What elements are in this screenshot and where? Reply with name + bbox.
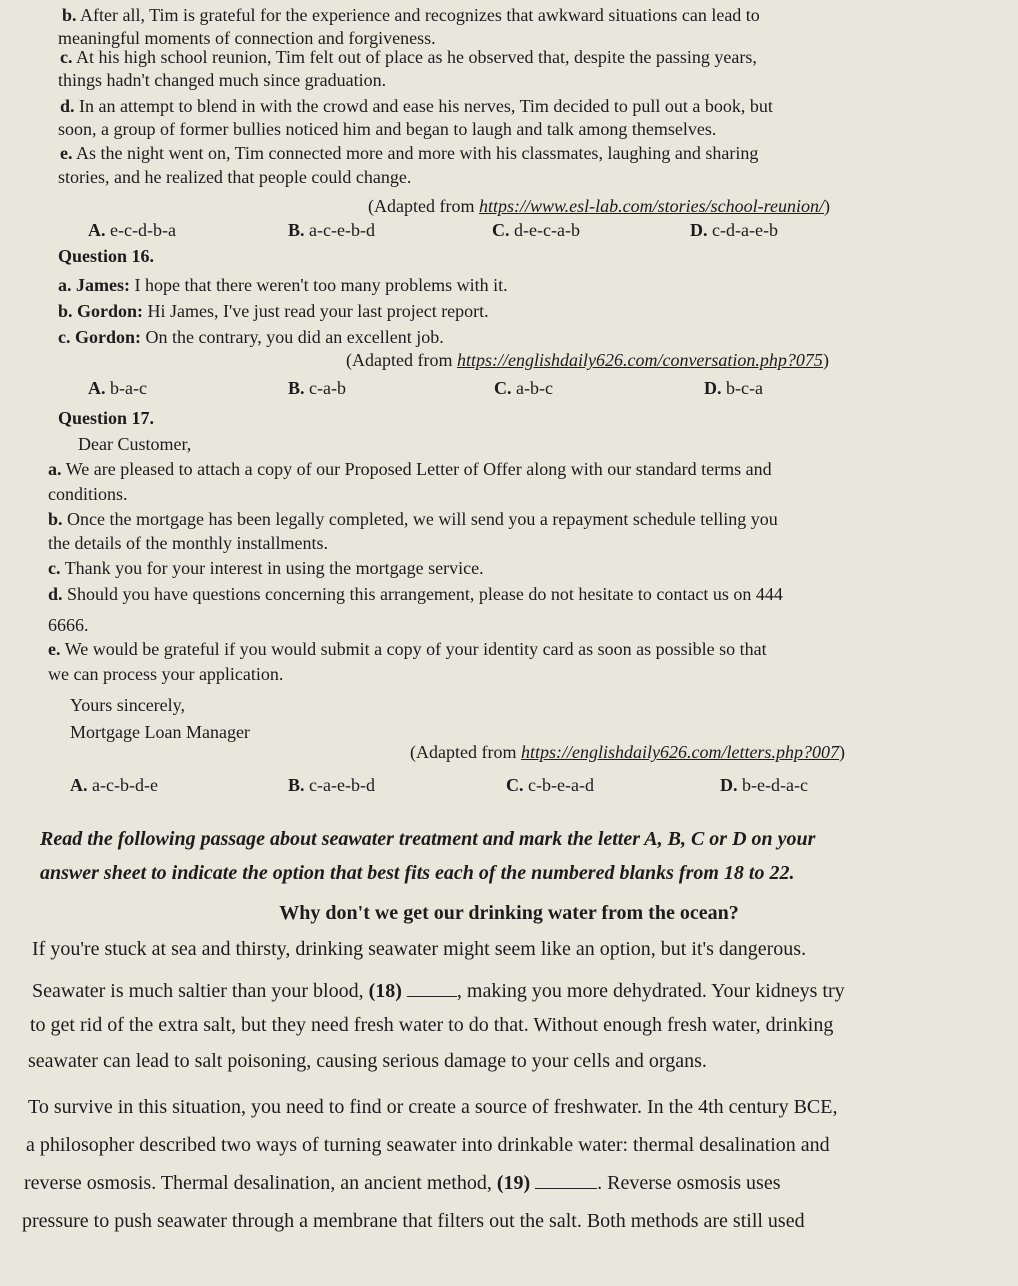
passage-title: Why don't we get our drinking water from the ocean?: [279, 902, 739, 924]
q17-option-b[interactable]: B. c-a-e-b-d: [288, 775, 375, 795]
q17-closing: Yours sincerely,: [70, 695, 185, 715]
q17-option-c[interactable]: C. c-b-e-a-d: [506, 775, 594, 795]
q17-item-c: c. Thank you for your interest in using the mortgage service.: [48, 558, 484, 578]
blank-19-label: (19): [496, 1172, 531, 1194]
passage-line-3: to get rid of the extra salt, but they need fresh water to do that. Without enough fresh water, drinking: [30, 1014, 834, 1036]
q15-option-b[interactable]: B. a-c-e-b-d: [288, 220, 375, 240]
q16-option-d[interactable]: D. b-c-a: [704, 378, 763, 398]
q15-option-a[interactable]: A. e-c-d-b-a: [88, 220, 176, 240]
q16-option-a[interactable]: A. b-a-c: [88, 378, 147, 398]
q16-options: [0, 378, 1018, 402]
passage-line-6: a philosopher described two ways of turning seawater into drinkable water: thermal desalination and: [26, 1134, 830, 1156]
q17-item-d: d. Should you have questions concerning this arrangement, please do not hesitate to contact us on 444: [48, 584, 783, 604]
q16-source: (Adapted from https://englishdaily626.com/conversation.php?075): [346, 350, 829, 370]
q15-item-d: d. In an attempt to blend in with the crowd and ease his nerves, Tim decided to pull out a book, but: [60, 96, 773, 116]
q17-item-b: b. Once the mortgage has been legally completed, we will send you a repayment schedule telling you: [48, 509, 778, 529]
instruction-line-2: answer sheet to indicate the option that best fits each of the numbered blanks from 18 to 22.: [40, 862, 795, 884]
instruction-line-1: Read the following passage about seawater treatment and mark the letter A, B, C or D on your: [40, 828, 816, 850]
q15-option-c[interactable]: C. d-e-c-a-b: [492, 220, 580, 240]
q17-options: [0, 775, 1018, 799]
q15-item-e: e. As the night went on, Tim connected more and more with his classmates, laughing and sharing: [60, 143, 759, 163]
q17-signature: Mortgage Loan Manager: [70, 722, 250, 742]
q15-option-d[interactable]: D. c-d-a-e-b: [690, 220, 778, 240]
q15-item-e-cont: stories, and he realized that people could change.: [58, 167, 412, 187]
q17-greeting: Dear Customer,: [78, 434, 192, 454]
q17-option-d[interactable]: D. b-e-d-a-c: [720, 775, 808, 795]
q17-item-a-cont: conditions.: [48, 484, 128, 504]
passage-line-4: seawater can lead to salt poisoning, causing serious damage to your cells and organs.: [28, 1050, 707, 1072]
q15-item-d-cont: soon, a group of former bullies noticed him and began to laugh and talk among themselves.: [58, 119, 717, 139]
blank-18[interactable]: [407, 980, 457, 997]
q16-line-a: a. James: I hope that there weren't too many problems with it.: [58, 275, 508, 295]
q16-line-b: b. Gordon: Hi James, I've just read your last project report.: [58, 301, 489, 321]
q16-title: Question 16.: [58, 246, 155, 266]
passage-line-7: reverse osmosis. Thermal desalination, an ancient method, (19) . Reverse osmosis uses: [24, 1172, 781, 1194]
blank-18-label: (18): [368, 980, 402, 1002]
q15-item-c: c. At his high school reunion, Tim felt out of place as he observed that, despite the passing years,: [60, 47, 757, 67]
q17-item-a: a. We are pleased to attach a copy of our Proposed Letter of Offer along with our standard terms and: [48, 459, 772, 479]
q15-item-b-cont: meaningful moments of connection and forgiveness.: [58, 28, 436, 48]
passage-line-5: To survive in this situation, you need to find or create a source of freshwater. In the 4th century BCE,: [28, 1096, 838, 1118]
passage-line-2: Seawater is much saltier than your blood, (18) , making you more dehydrated. Your kidneys try: [32, 980, 845, 1002]
q17-item-b-cont: the details of the monthly installments.: [48, 533, 328, 553]
q17-item-d-cont: 6666.: [48, 615, 89, 635]
q16-option-c[interactable]: C. a-b-c: [494, 378, 553, 398]
q16-option-b[interactable]: B. c-a-b: [288, 378, 346, 398]
q15-options: [0, 220, 1018, 244]
q15-item-b: b. After all, Tim is grateful for the experience and recognizes that awkward situations can lead to: [62, 5, 760, 25]
q17-option-a[interactable]: A. a-c-b-d-e: [70, 775, 158, 795]
q17-item-e-cont: we can process your application.: [48, 664, 284, 684]
reading-instructions: [40, 822, 970, 890]
q15-item-c-cont: things hadn't changed much since graduation.: [58, 70, 387, 90]
q15-source: (Adapted from https://www.esl-lab.com/stories/school-reunion/): [368, 196, 830, 216]
q17-title: Question 17.: [58, 408, 155, 428]
passage-line-1: If you're stuck at sea and thirsty, drinking seawater might seem like an option, but it's dangerous.: [32, 938, 807, 960]
q17-source: (Adapted from https://englishdaily626.com/letters.php?007): [410, 742, 845, 762]
passage-line-8: pressure to push seawater through a membrane that filters out the salt. Both methods are still used: [22, 1210, 805, 1232]
q16-line-c: c. Gordon: On the contrary, you did an excellent job.: [58, 327, 444, 347]
q17-item-e: e. We would be grateful if you would submit a copy of your identity card as soon as possible so that: [48, 639, 767, 659]
blank-19[interactable]: [535, 1172, 597, 1189]
